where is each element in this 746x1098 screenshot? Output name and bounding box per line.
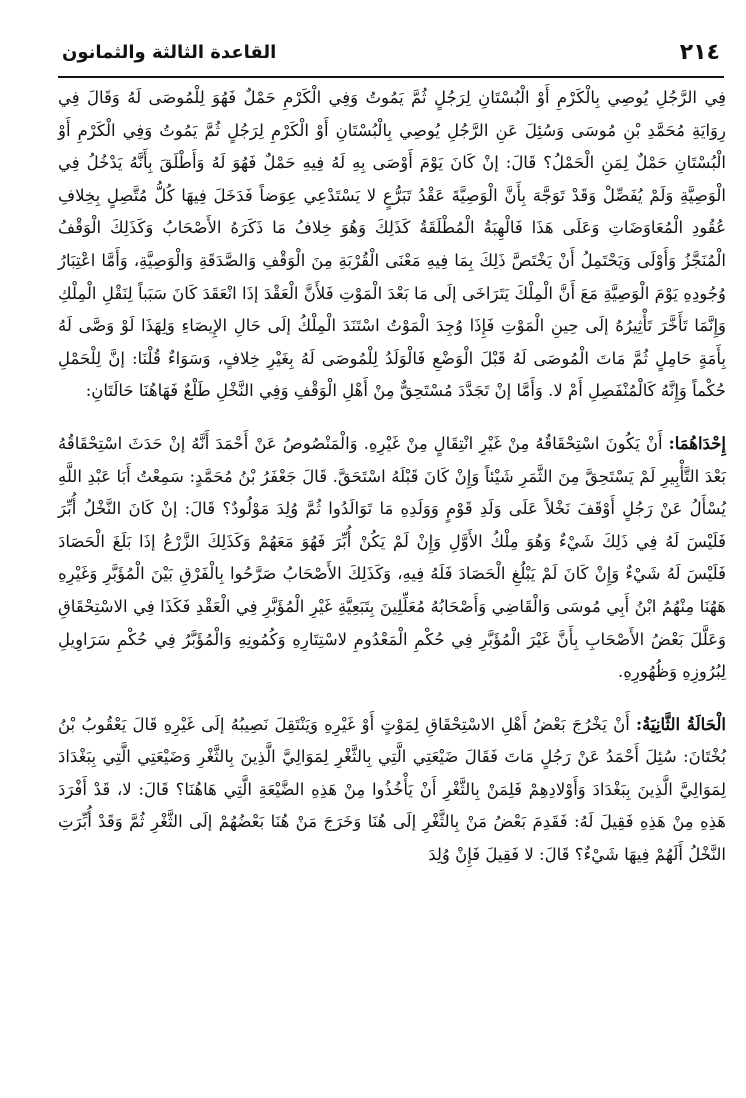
paragraph-lead: الْحَالَةُ الثَّانِيَةُ: [636, 714, 726, 734]
paragraph-text: أَنْ يَكُونَ اسْتِحْقَاقُهُ مِنْ غَيْرِ انْتِقَالٍ مِنْ غَيْرِهِ. وَالْمَنْصُوصُ عَنْ أَحْمَدَ أَنَّهُ إنْ حَدَثَ اسْتِحْقَاقُهُ بَعْدَ التَّأْبِيرِ لَمْ يَسْتَحِقَّ مِنَ الثَّمَرِ شَيْئاً وَإِنْ كَانَ قَبْلَهُ اسْتَحَقَّ. قَالَ جَعْفَرُ بْنُ مُحَمَّدٍ: سَمِعْتُ أَبَا عَبْدِ اللَّهِ يُسْأَلُ عَنْ رَجُلٍ أَوْقَفَ نَخْلاً عَلَى وَلَدِ قَوْمٍ وَوَلَدِهِ مَا تَوَالَدُوا ثُمَّ وُلِدَ مَوْلُودٌ؟ قَالَ: إنْ كَانَ النَّخْلُ أُبِّرَ فَلَيْسَ لَهُ فِي ذَلِكَ شَيْءٌ وَهُوَ مِلْكُ الأَوَّلِ وَإِنْ لَمْ يَكُنْ أُبِّرَ فَهُوَ مَعَهُمْ وَكَذَلِكَ الزَّرْعُ إذَا بَلَغَ الْحَصَادَ فَلَيْسَ لَهُ شَيْءٌ وَإِنْ كَانَ لَمْ يَبْلُغِ الْحَصَادَ فَلَهُ فِيهِ، وَكَذَلِكَ الأَصْحَابُ صَرَّحُوا بِالْفَرْقِ بَيْنَ الْمُؤَبَّرِ وَغَيْرِهِ هَهُنَا مِنْهُمُ ابْنُ أَبِي مُوسَى وَالْقَاضِي وَأَصْحَابُهُ مُعَلِّلِينَ بِتَبَعِيَّةِ غَيْرِ الْمُؤَبَّرِ فِي الْعَقْدِ فَكَذَا فِي الاسْتِحْقَاقِ وَعَلَّلَ بَعْضُ الأَصْحَابِ بِأَنَّ غَيْرَ الْمُؤَبَّرِ فِي حُكْمِ الْمَعْدُومِ لاسْتِتَارِهِ وَكُمُونِهِ وَالْمُؤَبَّرُ فِي حُكْمِ سَرَاوِيلِ لِبُرُوزِهِ وَظُهُورِهِ. [58, 433, 726, 682]
paragraph-text: فِي الرَّجُلِ يُوصِي بِالْكَرْمِ أَوْ الْبُسْتَانِ لِرَجُلٍ ثُمَّ يَمُوتُ وَفِي الْكَرْمِ حَمْلٌ فَهُوَ لِلْمُوصَى لَهُ وَقَالَ فِي رِوَايَةِ مُحَمَّدِ بْنِ مُوسَى وَسُئِلَ عَنِ الرَّجُلِ يُوصِي بِالْبُسْتَانِ أَوْ الْكَرْمِ لِرَجُلٍ ثُمَّ يَمُوتُ وَفِي الْكَرْمِ أَوْ الْبُسْتَانِ حَمْلٌ لِمَنِ الْحَمْلُ؟ قَالَ: إنْ كَانَ يَوْمَ أَوْصَى بِهِ لَهُ فِيهِ حَمْلٌ فَهُوَ لَهُ وَأَطْلَقَ بِأَنَّهُ يَدْخُلُ فِي الْوَصِيَّةِ وَلَمْ يُفَصِّلْ وَقَدْ تَوَجَّهَ بِأَنَّ الْوَصِيَّةَ عَقْدُ تَبَرُّعٍ لا يَسْتَدْعِي عِوَضاً فَدَخَلَ فِيهَا كُلُّ مُتَّصِلٍ بِخِلافِ عُقُودِ الْمُعَاوَضَاتِ وَعَلَى هَذَا فَالْهِبَةُ الْمُطْلَقَةُ كَذَلِكَ وَهُوَ خِلافُ مَا ذَكَرَهُ الأَصْحَابُ وَكَذَلِكَ الْوَقْفُ الْمُنَجَّزُ وَأَوْلَى وَيَحْتَمِلُ أَنْ يَخْتَصَّ ذَلِكَ بِمَا فِيهِ مَعْنَى الْقُرْبَةِ مِنَ الْوَقْفِ وَالصَّدَقَةِ وَالْوَصِيَّةِ، وَأَمَّا اعْتِبَارُ وُجُودِهِ يَوْمَ الْوَصِيَّةِ مَعَ أَنَّ الْمِلْكَ يَتَرَاخَى إلَى مَا بَعْدَ الْمَوْتِ فَلأَنَّ الْعَقْدَ إذَا انْعَقَدَ كَانَ سَبَباً لِنَقْلِ الْمِلْكِ وَإِنَّمَا تَأَخَّرَ تَأْثِيرُهُ إلَى حِينِ الْمَوْتِ فَإِذَا وُجِدَ الْمَوْتُ اسْتَنَدَ الْمِلْكُ إلَى حَالِ الإِيصَاءِ وَلِهَذَا لَوْ وَصَّى لَهُ بِأَمَةٍ حَامِلٍ ثُمَّ مَاتَ الْمُوصَى لَهُ قَبْلَ الْوَضْعِ فَالْوَلَدُ لِلْمُوصَى لَهُ بِغَيْرِ خِلافٍ، وَسَوَاءٌ قُلْنَا: إنَّ لِلْحَمْلِ حُكْماً وَإِنَّهُ كَالْمُنْفَصِلِ أَمْ لا. وَأَمَّا إنْ تَجَدَّدَ مُسْتَحِقٌّ مِنْ أَهْلِ الْوَقْفِ وَفِي النَّخْلِ طَلْعٌ فَهَاهُنَا حَالَتَانِ: [58, 88, 726, 401]
paragraph-1 [58, 82, 726, 408]
paragraph-lead: إِحْدَاهُمَا: [668, 433, 726, 453]
paragraph-2 [58, 428, 726, 689]
header-rule [58, 76, 724, 78]
paragraph-text: أَنْ يَخْرُجَ بَعْضُ أَهْلِ الاسْتِحْقَاقِ لِمَوْتٍ أَوْ غَيْرِهِ وَيَنْتَقِلَ نَصِيبُهُ إلَى غَيْرِهِ قَالَ يَعْقُوبُ بْنُ بُخْتَانَ: سُئِلَ أَحْمَدُ عَنْ رَجُلٍ مَاتَ فَقَالَ ضَيْعَتِي الَّتِي بِالثَّغْرِ لِمَوَالِيَّ الَّذِينَ بِالثَّغْرِ وَضَيْعَتِي الَّتِي بِبَغْدَادَ لِمَوَالِيَّ الَّذِينَ بِبَغْدَادَ وَأَوْلادِهِمْ فَلِمَنْ بِالثَّغْرِ أَنْ يَأْخُذُوا مِنْ هَذِهِ الضَّيْعَةِ الَّتِي هَاهُنَا؟ قَالَ: لا، قَدْ أَفْرَدَ هَذِهِ مِنْ هَذِهِ فَقِيلَ لَهُ: فَقَدِمَ بَعْضُ مَنْ بِالثَّغْرِ إلَى هُنَا وَخَرَجَ مَنْ هُنَا بَعْضُهُمْ إلَى الثَّغْرِ ثُمَّ وَقَدْ أُبِّرَتِ النَّخْلُ أَلَهُمْ فِيهَا شَيْءٌ؟ قَالَ: لا فَقِيلَ فَإِنْ وُلِدَ [58, 714, 726, 865]
page-number: ٢١٤ [679, 40, 720, 65]
page-header [58, 36, 724, 72]
body-text [58, 82, 726, 872]
paragraph-3 [58, 709, 726, 872]
paragraph-gap [58, 408, 726, 428]
paragraph-gap [58, 689, 726, 709]
chapter-title: القاعدة الثالثة والثمانون [62, 42, 277, 63]
